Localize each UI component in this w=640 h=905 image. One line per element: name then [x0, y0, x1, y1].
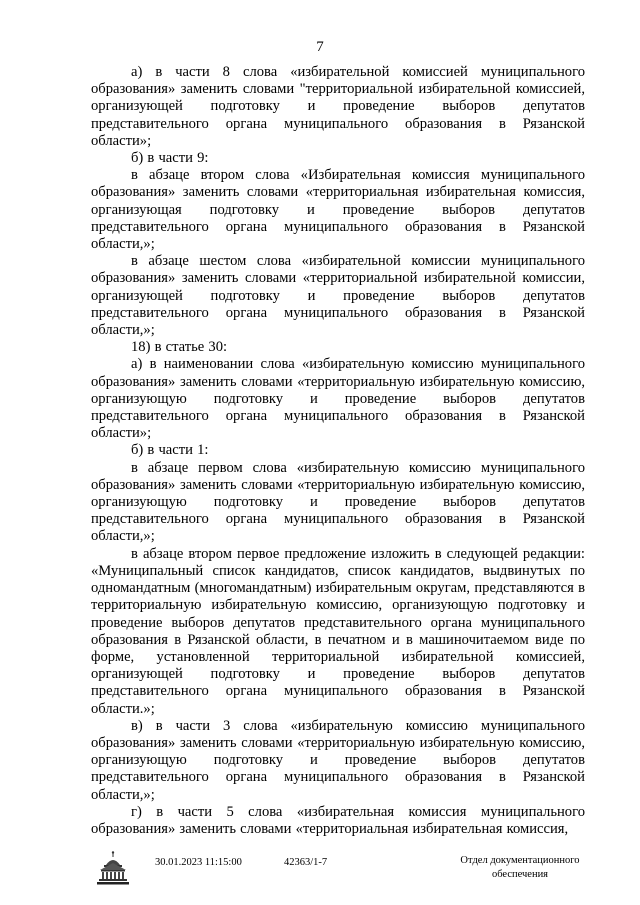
- paragraph: г) в части 5 слова «избирательная комиссия муниципального образования» заменить словами «территориальная избирательная комиссия,: [91, 803, 585, 837]
- parliament-building-icon: [96, 850, 130, 886]
- paragraph: а) в части 8 слова «избирательной комиссией муниципального образования» заменить словами "территориальной избирательной комиссией, организующей подготовку и проведение выборов депутатов представительного органа муниципального образования в Рязанской области»;: [91, 64, 585, 149]
- timestamp: 30.01.2023 11:15:00: [155, 857, 242, 868]
- paragraph: б) в части 1:: [131, 442, 209, 459]
- paragraph: б) в части 9:: [131, 150, 209, 167]
- paragraph: 18) в статье 30:: [131, 339, 228, 356]
- page-footer: [0, 850, 640, 890]
- paragraph: в абзаце первом слова «избирательную комиссию муниципального образования» заменить словами «территориальную избирательную комиссию, организующую подготовку и проведение выборов депутатов представительного органа муниципального образования в Рязанской области,»;: [91, 459, 585, 545]
- department-label: [440, 854, 600, 882]
- department-line: обеспечения: [491, 869, 549, 880]
- paragraph: в абзаце втором первое предложение изложить в следующей редакции: «Муниципальный список кандидатов, список кандидатов, выдвинутых по одномандатным (многомандатным) избирательным округам, представляются в территориальную избирательную комиссию, организующую подготовку и проведение выборов депутатов представительного органа муниципального образования в Рязанской области, в печатном и в машиночитаемом виде по форме, установленной территориальной избирательной комиссией, организующей подготовку и проведение выборов депутатов представительного органа муниципального образования в Рязанской области.»;: [91, 545, 585, 717]
- paragraph: в) в части 3 слова «избирательную комиссию муниципального образования» заменить словами «территориальную избирательную комиссию, организующую подготовку и проведение выборов депутатов представительного органа муниципального образования в Рязанской области,»;: [91, 717, 585, 803]
- document-number: 42363/1-7: [284, 857, 328, 868]
- document-body: [91, 64, 585, 838]
- paragraph: в абзаце втором слова «Избирательная комиссия муниципального образования» заменить словами «территориальная избирательная комиссия, организующая подготовку и проведение выборов депутатов представительного органа муниципального образования в Рязанской области,»;: [91, 167, 585, 253]
- department-line: Отдел документационного: [460, 855, 580, 866]
- page-number: 7: [316, 39, 324, 55]
- paragraph: а) в наименовании слова «избирательную комиссию муниципального образования» заменить словами «территориальную избирательную комиссию, организующую подготовку и проведение выборов депутатов представительного органа муниципального образования в Рязанской области»;: [91, 356, 585, 442]
- paragraph: в абзаце шестом слова «избирательной комиссии муниципального образования» заменить словами «территориальной избирательной комиссии, организующей подготовку и проведение выборов депутатов представительного органа муниципального образования в Рязанской области,»;: [91, 253, 585, 339]
